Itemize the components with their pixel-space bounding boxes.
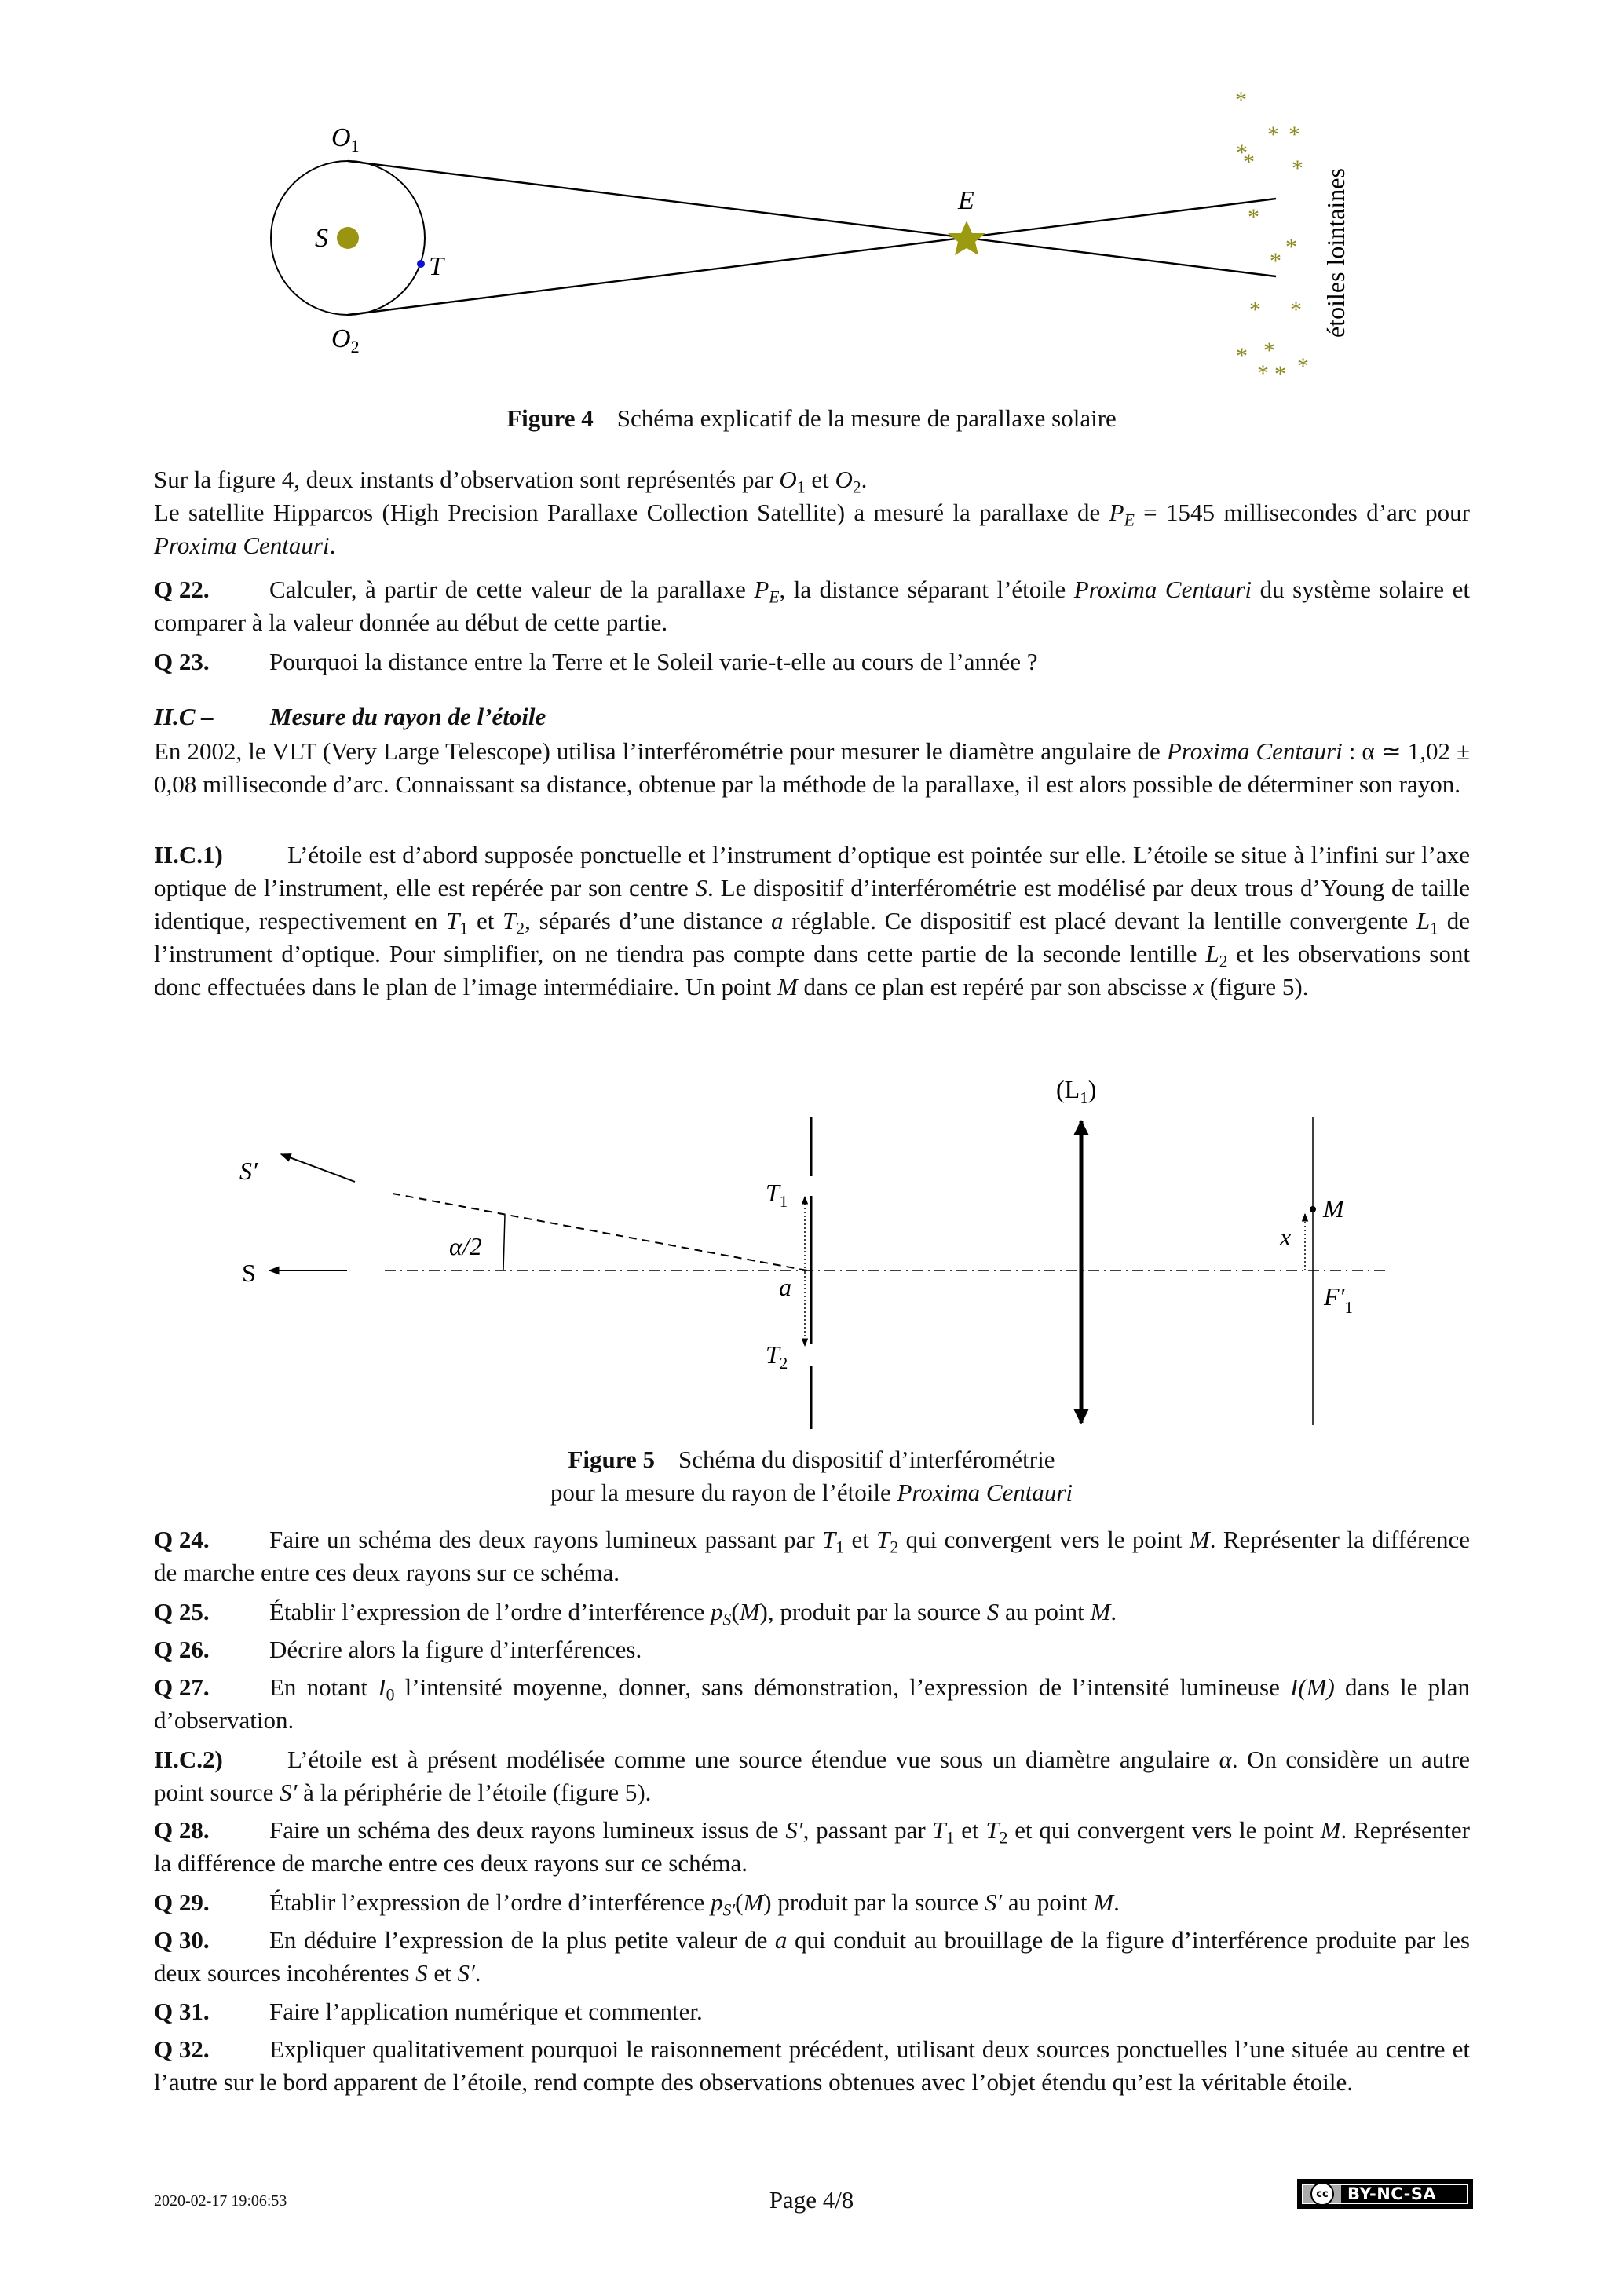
label-t1: $T_1$ (766, 1179, 788, 1211)
figure-4-diagram (0, 0, 1623, 393)
label-e: E (958, 186, 974, 215)
question-29: Q 29. Établir l’expression de l’ordre d’interférence $p_{S'}(M)$ produit par la source S′ au point M. (154, 1886, 1470, 1919)
subsection-1: II.C.1) L’étoile est d’abord supposée ponctuelle et l’instrument d’optique est pointée sur elle. L’étoile se situe à l’infini sur l’axe optique de l’instrument, elle est repérée par son centre S. Le dispositif d’interférométrie est modélisé par deux trous d’Young de taille identique, respectivement en $T_1$ et $T_2$, séparés d’une distance a réglable. Ce dispositif est placé devant la lentille convergente $L_1$ de l’instrument d’optique. Pour simplifier, on ne tiendra pas compte dans cette partie de la seconde lentille $L_2$ et les observations sont donc effectuées dans le plan de l’image intermédiaire. Un point M dans ce plan est repéré par son abscisse x (figure 5). (154, 839, 1470, 1004)
label-m: M (1323, 1194, 1344, 1223)
figure-4-caption (0, 402, 1623, 435)
question-32: Q 32. Expliquer qualitativement pourquoi le raisonnement précédent, utilisant deux sources ponctuelles l’une située au centre et l’autre sur le bord apparent de l’étoile, rend compte des observations obtenues avec l’objet étendu qu’est la véritable étoile. (154, 2033, 1470, 2099)
question-31: Q 31. Faire l’application numérique et commenter. (154, 1995, 1470, 2028)
far-star-icon: * (1270, 248, 1281, 274)
section-title-text: Mesure du rayon de l’étoile (270, 703, 546, 730)
question-30: Q 30. En déduire l’expression de la plus petite valeur de a qui conduit au brouillage de la figure d’interférence produite par les deux sources incohérentes S et S′. (154, 1924, 1470, 1990)
question-22-label: Q 22. (154, 576, 210, 603)
question-31-label: Q 31. (154, 1998, 210, 2025)
sun-icon (337, 227, 359, 249)
far-star-icon: * (1249, 297, 1261, 323)
sight-line-o1 (348, 161, 1276, 276)
question-25-label: Q 25. (154, 1598, 210, 1625)
cc-icon: cc (1310, 2182, 1334, 2206)
far-star-icon: * (1290, 297, 1302, 323)
label-x: x (1280, 1223, 1292, 1251)
label-alpha-half: α/2 (449, 1232, 482, 1260)
label-l1: $(L_1)$ (1056, 1075, 1097, 1107)
footer-timestamp: 2020-02-17 19:06:53 (154, 2192, 287, 2210)
earth-icon (417, 260, 425, 268)
far-star-icon: * (1257, 360, 1269, 386)
label-t2: $T_2$ (766, 1340, 788, 1373)
far-star-icon: * (1297, 353, 1309, 379)
intro-line-1: Sur la figure 4, deux instants d’observation sont représentés par $O_1$ et $O_2$. (154, 466, 868, 497)
question-27-label: Q 27. (154, 1673, 210, 1701)
sight-line-o2 (348, 199, 1276, 315)
question-24: Q 24. Faire un schéma des deux rayons lumineux passant par $T_1$ et $T_2$ qui convergent vers le point M. Représenter la différence de marche entre ces deux rayons sur ce schéma. (154, 1523, 1470, 1589)
star-e-icon (948, 221, 985, 255)
question-32-label: Q 32. (154, 2035, 210, 2063)
point-m (1310, 1206, 1316, 1212)
question-26-label: Q 26. (154, 1636, 210, 1663)
far-stars-group (1235, 87, 1309, 387)
label-f1-prime: $F'_1$ (1324, 1282, 1354, 1317)
question-23: Q 23. Pourquoi la distance entre la Terre et le Soleil varie-t-elle au cours de l’année ? (154, 645, 1470, 678)
figure-5-label: Figure 5 (568, 1446, 655, 1473)
figure-5-diagram (0, 1052, 1623, 1445)
section-intro: En 2002, le VLT (Very Large Telescope) utilisa l’interférométrie pour mesurer le diamètre angulaire de Proxima Centauri : α ≃ 1,02 ± 0,08 milliseconde d’arc. Connaissant sa distance, obtenue par la méthode de la parallaxe, il est alors possible de déterminer son rayon. (154, 737, 1470, 798)
page-number: Page 4/8 (769, 2186, 854, 2214)
label-o1: $O_1$ (331, 123, 360, 155)
subsection-2: II.C.2) L’étoile est à présent modélisée comme une source étendue vue sous un diamètre angulaire α. On considère un autre point source S′ à la périphérie de l’étoile (figure 5). (154, 1743, 1470, 1809)
question-26: Q 26. Décrire alors la figure d’interférences. (154, 1633, 1470, 1666)
question-25: Q 25. Établir l’expression de l’ordre d’interférence $p_S(M)$, produit par la source S au point M. (154, 1596, 1470, 1629)
figure-5-caption-line-1: Schéma du dispositif d’interférométrie (678, 1446, 1055, 1473)
far-star-icon: * (1248, 204, 1259, 230)
label-far-stars: étoiles lointaines (1321, 168, 1350, 338)
question-29-label: Q 29. (154, 1888, 210, 1916)
question-22: Q 22. Calculer, à partir de cette valeur de la parallaxe $P_E$, la distance séparant l’étoile Proxima Centauri du système solaire et comparer à la valeur donnée au début de cette partie. (154, 573, 1470, 639)
question-23-label: Q 23. (154, 648, 210, 675)
label-t: T (429, 252, 444, 281)
section-number: II.C – (154, 703, 214, 730)
label-o2: $O_2$ (331, 324, 360, 356)
far-star-icon: * (1236, 140, 1248, 166)
far-star-icon: * (1243, 149, 1255, 175)
question-27: Q 27. En notant $I_0$ l’intensité moyenne, donner, sans démonstration, l’expression de l’intensité lumineuse I(M) dans le plan d’observation. (154, 1671, 1470, 1737)
license-text: BY-NC-SA (1347, 2184, 1437, 2203)
section-title (154, 700, 1470, 733)
question-30-label: Q 30. (154, 1926, 210, 1954)
far-star-icon: * (1289, 122, 1300, 148)
question-28: Q 28. Faire un schéma des deux rayons lumineux issus de S′, passant par $T_1$ et $T_2$ et qui convergent vers le point M. Représenter la différence de marche entre ces deux rayons sur ce schéma. (154, 1814, 1470, 1880)
figure-4-label: Figure 4 (506, 404, 594, 432)
subsection-1-label: II.C.1) (154, 841, 223, 868)
far-star-icon: * (1274, 361, 1286, 387)
far-star-icon: * (1285, 234, 1297, 260)
figure-4-caption-text: Schéma explicatif de la mesure de parallaxe solaire (616, 404, 1117, 432)
label-s: S (242, 1259, 256, 1287)
far-star-icon: * (1236, 343, 1248, 369)
label-s: S (315, 224, 328, 253)
figure-5-caption-line-2: pour la mesure du rayon de l’étoile Proxima Centauri (550, 1479, 1073, 1506)
far-star-icon: * (1267, 122, 1279, 148)
figure-5-caption (0, 1443, 1623, 1509)
label-s-prime: S′ (239, 1157, 258, 1185)
angle-marker (503, 1215, 505, 1270)
intro-line-2: Le satellite Hipparcos (High Precision Parallaxe Collection Satellite) a mesuré la parallaxe de $P_E = 1545$ millisecondes d’arc pour Proxima Centauri. (154, 499, 1470, 559)
far-star-icon: * (1263, 338, 1275, 364)
question-24-label: Q 24. (154, 1526, 210, 1553)
subsection-2-label: II.C.2) (154, 1746, 223, 1773)
s-prime-arrow (281, 1154, 355, 1182)
license-badge[interactable] (1297, 2179, 1473, 2209)
label-a: a (779, 1273, 791, 1301)
intro-paragraph (154, 463, 1470, 562)
far-star-icon: * (1235, 87, 1247, 113)
question-28-label: Q 28. (154, 1816, 210, 1844)
far-star-icon: * (1292, 155, 1303, 181)
